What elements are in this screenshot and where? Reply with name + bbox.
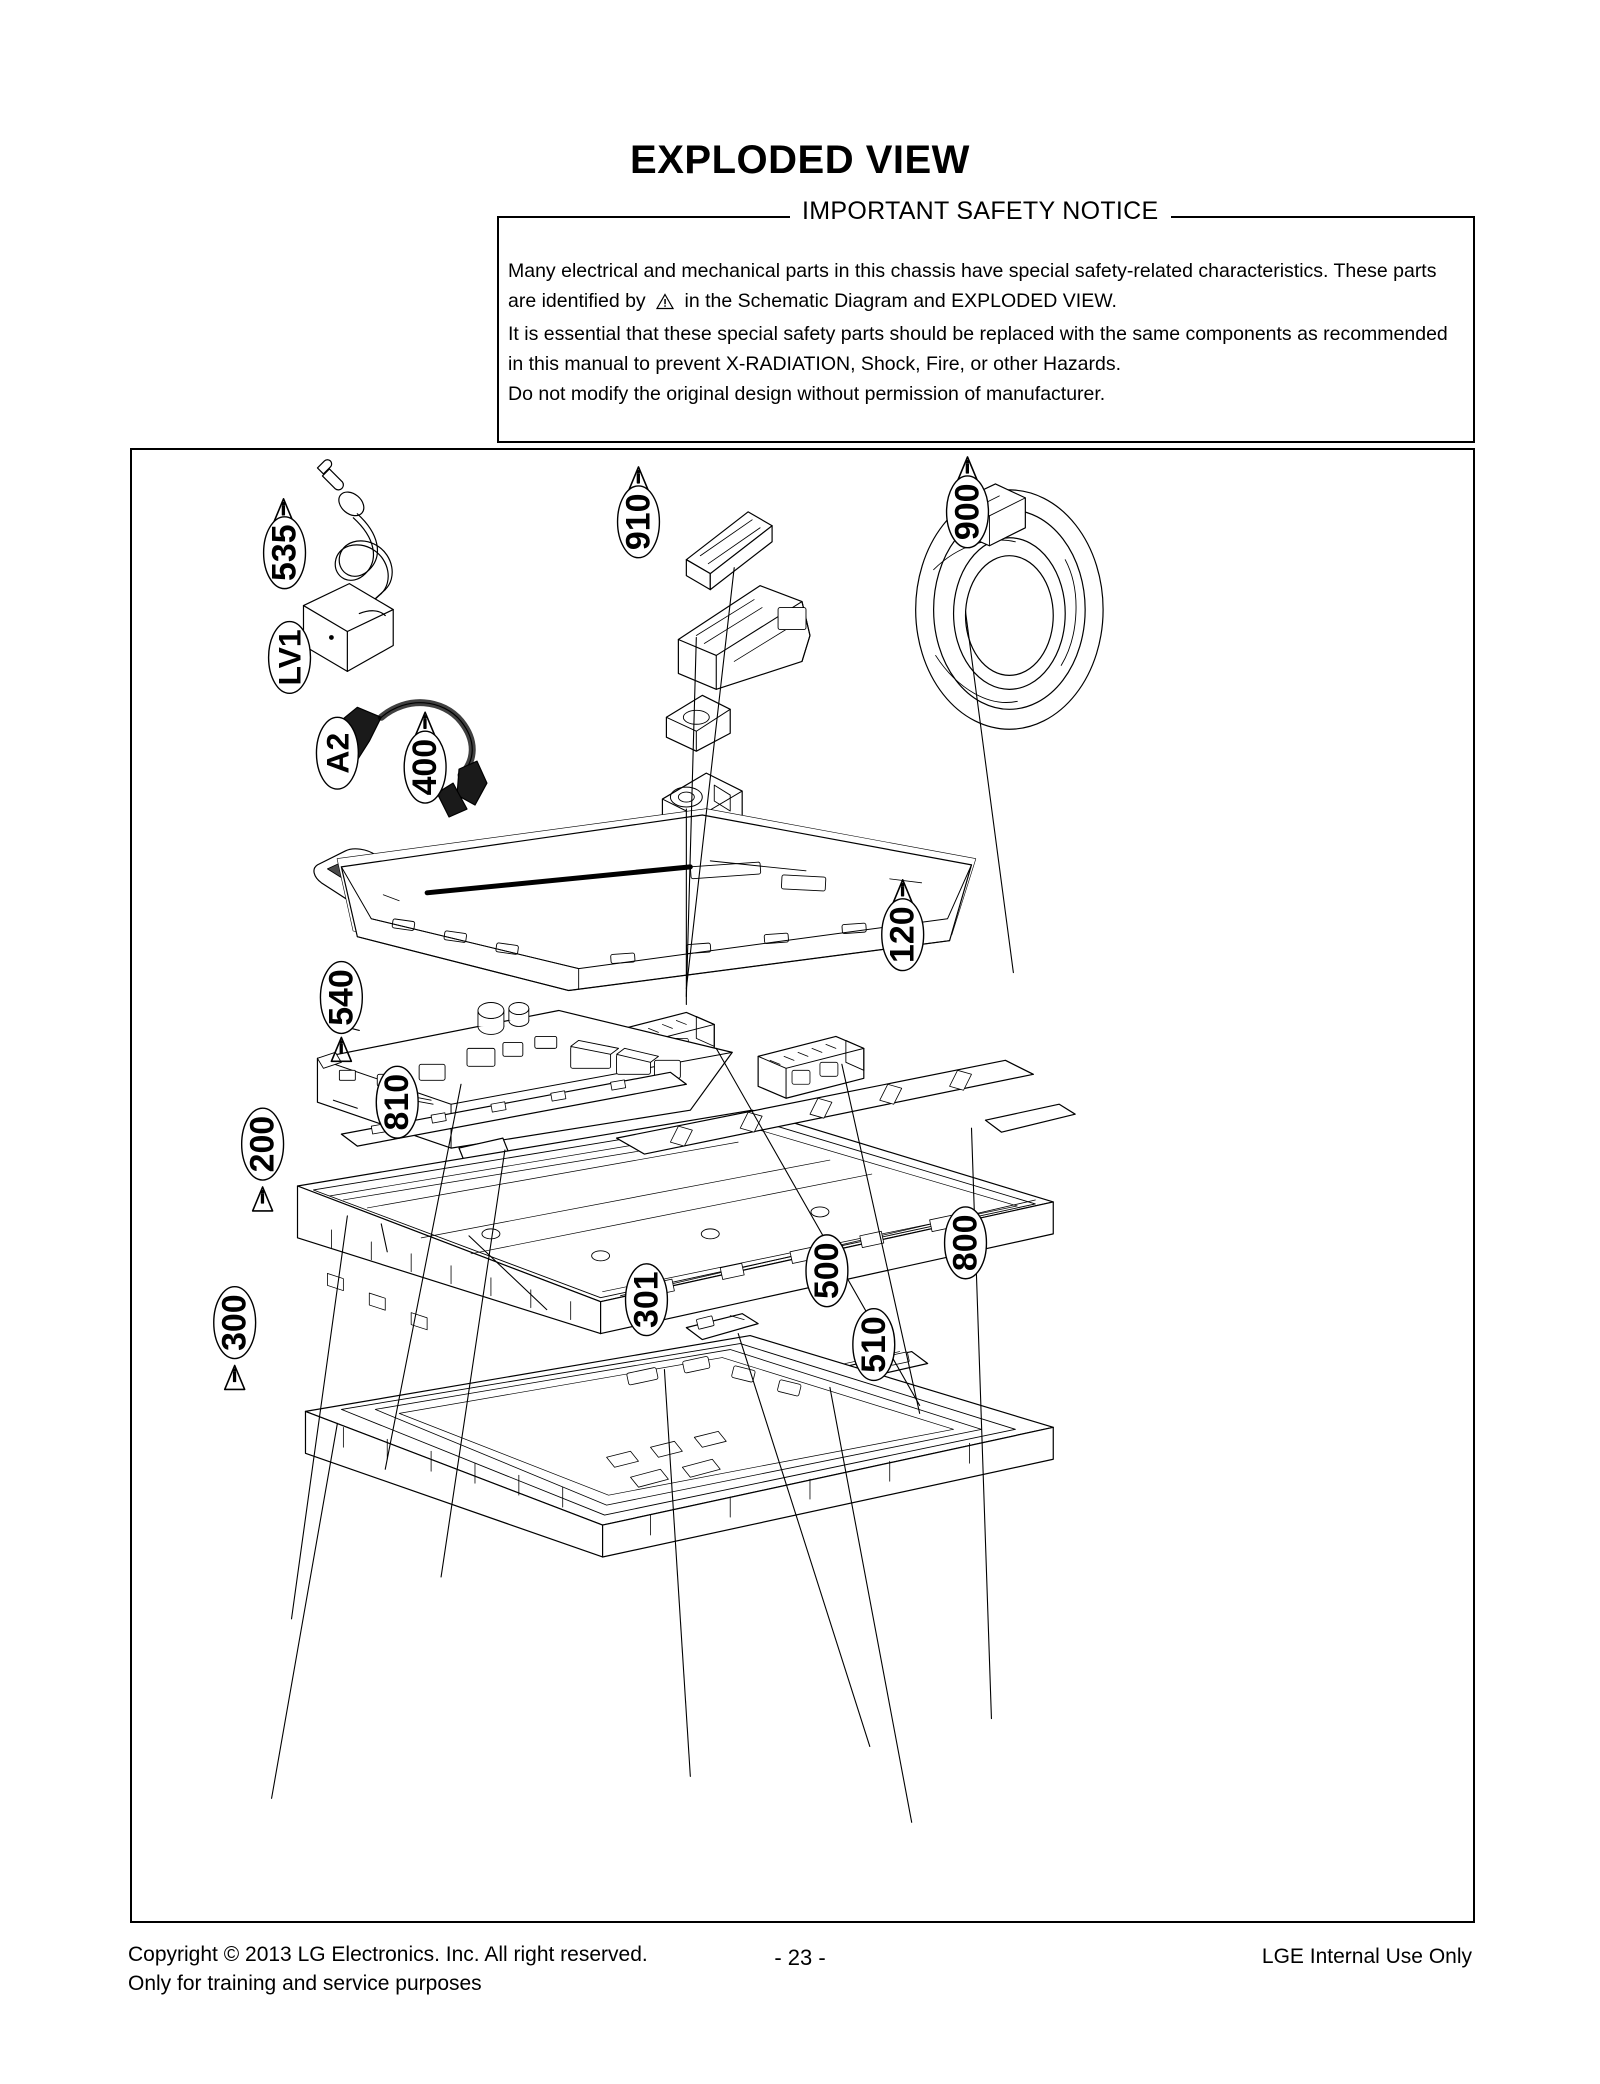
part-400-back-cover xyxy=(337,809,975,991)
safety-line-5 xyxy=(508,379,1476,409)
part-300-front-bezel xyxy=(305,1336,1053,1557)
page-title: EXPLODED VIEW xyxy=(630,138,970,182)
callout-540[interactable] xyxy=(320,962,362,1062)
callout-label-800: 800 xyxy=(946,1214,985,1272)
safety-line-1-text: Many electrical and mechanical parts in this chassis have special safety-related characteristics. These parts xyxy=(508,260,1437,282)
callout-label-301: 301 xyxy=(627,1271,666,1328)
safety-line-5-text: Do not modify the original design without permission of manufacturer. xyxy=(508,383,1106,405)
safety-line-1 xyxy=(508,256,1476,286)
part-535-ac-adapter xyxy=(303,460,393,672)
safety-line-3 xyxy=(508,319,1476,349)
callout-label-120: 120 xyxy=(883,906,922,963)
callout-label-300: 300 xyxy=(215,1294,254,1351)
exploded-view-diagram-frame xyxy=(130,448,1475,1923)
callout-400[interactable] xyxy=(404,712,446,803)
footer-internal-use-notice: LGE Internal Use Only xyxy=(1261,1945,1472,1968)
callout-label-810: 810 xyxy=(378,1073,417,1131)
part-910-stand-neck xyxy=(662,512,810,847)
safety-notice-text xyxy=(508,256,1476,409)
callout-510[interactable] xyxy=(853,1309,895,1381)
callout-label-900: 900 xyxy=(948,483,987,541)
safety-line-4 xyxy=(508,349,1476,379)
page-footer xyxy=(0,1940,1600,2030)
callout-label-a2: A2 xyxy=(319,732,356,774)
footer-copyright-line-1: Copyright © 2013 LG Electronics. Inc. All right reserved. xyxy=(128,1943,648,1966)
callout-label-500: 500 xyxy=(807,1242,846,1300)
callout-lv1[interactable] xyxy=(269,622,311,694)
safety-line-3-text: It is essential that these special safety parts should be replaced with the same components as recommended xyxy=(508,323,1448,345)
callout-910[interactable] xyxy=(618,467,660,558)
callout-800[interactable] xyxy=(945,1207,987,1279)
callout-label-200: 200 xyxy=(243,1115,282,1173)
callout-200[interactable] xyxy=(242,1108,284,1211)
callout-label-400: 400 xyxy=(406,738,445,796)
callout-label-510: 510 xyxy=(854,1316,893,1373)
callout-500[interactable] xyxy=(806,1235,848,1307)
page-number: - 23 - xyxy=(774,1945,826,1970)
part-900-stand-base xyxy=(916,484,1103,729)
callout-300[interactable] xyxy=(214,1287,256,1390)
callout-label-lv1: LV1 xyxy=(271,629,308,686)
callout-900[interactable] xyxy=(947,457,989,548)
footer-copyright-line-2: Only for training and service purposes xyxy=(128,1972,482,1995)
exploded-view-drawing xyxy=(132,450,1473,1921)
safety-line-4-text: in this manual to prevent X-RADIATION, Shock, Fire, or other Hazards. xyxy=(508,353,1122,375)
callout-label-540: 540 xyxy=(322,969,361,1026)
safety-line-2-suffix: in the Schematic Diagram and EXPLODED VIEW. xyxy=(684,290,1117,312)
safety-notice-legend: IMPORTANT SAFETY NOTICE xyxy=(790,197,1171,226)
safety-line-2-prefix: are identified by xyxy=(508,290,646,312)
callout-label-535: 535 xyxy=(265,524,304,581)
callout-301[interactable] xyxy=(626,1264,668,1336)
callout-a2[interactable] xyxy=(316,717,358,789)
warning-triangle-icon xyxy=(656,289,674,319)
safety-line-2 xyxy=(508,286,1476,319)
callout-label-910: 910 xyxy=(619,493,658,551)
callout-810[interactable] xyxy=(376,1066,418,1138)
callout-535[interactable] xyxy=(264,499,306,589)
